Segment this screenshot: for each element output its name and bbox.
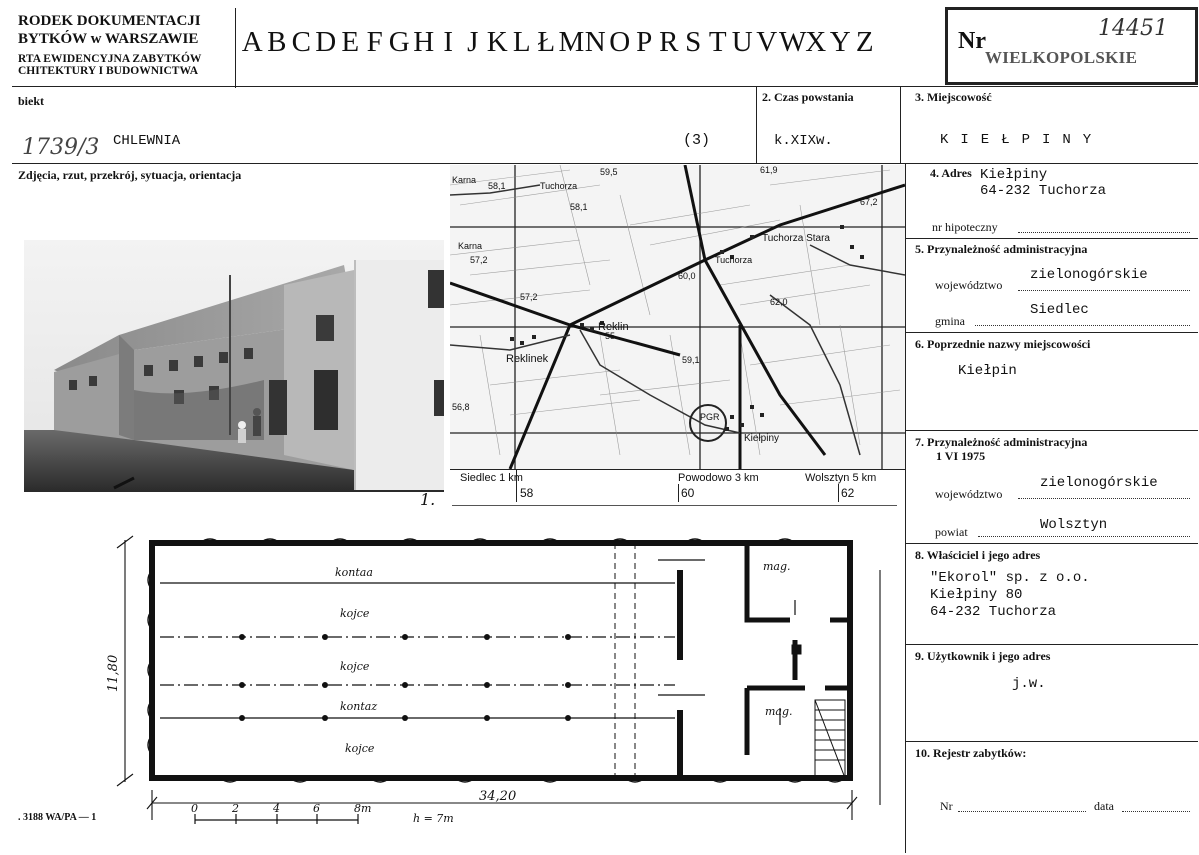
alphabet-letter: W — [779, 26, 807, 58]
plan-scale-tick: 6 — [313, 802, 320, 815]
alphabet-letter: M — [558, 26, 585, 58]
obiekt-code: 1739/3 — [22, 135, 100, 160]
map-label: 58,1 — [570, 202, 588, 212]
alphabet-letter: H — [413, 26, 435, 58]
plan-scale-tick: 0 — [191, 802, 198, 815]
right-column-divider — [905, 163, 906, 853]
map-grid-number: 62 — [841, 486, 855, 500]
map-label: 62,0 — [770, 297, 788, 307]
map-label: 55 — [605, 331, 616, 341]
map-label: Reklinek — [506, 353, 549, 365]
col-divider — [900, 86, 901, 164]
wlasciciel-label: 8. Właściciel i jego adres — [915, 548, 1041, 562]
przyn75-label: 7. Przynależność administracyjna — [915, 435, 1088, 449]
map-scale-powodowo: Powodowo 3 km — [678, 472, 759, 484]
plan-room-label: kontaz — [340, 700, 378, 713]
map-scale-siedlec: Siedlec 1 km — [460, 472, 523, 484]
czas-label: 2. Czas powstania — [762, 90, 854, 104]
alphabet-index — [240, 26, 877, 59]
rejestr-data-label: data — [1094, 799, 1114, 813]
plan-room-label: kojce — [340, 660, 370, 673]
rejestr-data-line — [1122, 811, 1190, 812]
building-photo — [24, 240, 444, 492]
nr-label: Nr — [958, 28, 986, 54]
plan-scale-tick: 2 — [232, 802, 239, 815]
alphabet-letter: Z — [855, 26, 874, 58]
alphabet-letter: S — [685, 26, 702, 58]
woj-label: województwo — [935, 278, 1003, 292]
plan-room-label: kojce — [340, 607, 370, 620]
header-divider — [235, 8, 236, 88]
alphabet-letter: R — [659, 26, 679, 58]
obiekt-number: (3) — [683, 132, 711, 149]
alphabet-letter: B — [267, 26, 287, 58]
alphabet-letter: X — [805, 26, 827, 58]
alphabet-letter: Ł — [537, 26, 556, 58]
przyn75-date: 1 VI 1975 — [936, 449, 986, 463]
gmina-value: Siedlec — [1030, 302, 1089, 318]
map-label: 58,1 — [488, 181, 506, 191]
institution-line-3: RTA EWIDENCYJNA ZABYTKÓW — [18, 53, 202, 65]
row-divider — [905, 332, 1198, 333]
map-label: 57,2 — [470, 255, 488, 265]
map-tick — [678, 484, 679, 502]
plan-room-label: kojce — [345, 742, 375, 755]
uzytkownik-label: 9. Użytkownik i jego adres — [915, 649, 1051, 663]
alphabet-letter: T — [708, 26, 727, 58]
poprz-label: 6. Poprzednie nazwy miejscowości — [915, 337, 1091, 351]
institution-line-2: BYTKÓW w WARSZAWIE — [18, 31, 199, 47]
woj75-label: województwo — [935, 487, 1003, 501]
nr-value: 14451 — [1098, 16, 1168, 41]
map-label: 59,1 — [682, 355, 700, 365]
location-map — [450, 165, 905, 470]
row-divider — [905, 741, 1198, 742]
row-divider — [905, 644, 1198, 645]
alphabet-letter: A — [241, 26, 263, 58]
plan-room-label: kontaa — [335, 566, 373, 579]
map-tick — [838, 484, 839, 502]
plan-height-note: h = 7m — [413, 812, 454, 825]
map-label: 67,2 — [860, 197, 878, 207]
map-label: 61,9 — [760, 165, 778, 175]
alphabet-letter: D — [315, 26, 337, 58]
row-divider — [12, 86, 1198, 87]
powiat-label: powiat — [935, 525, 968, 539]
hipoteczny-line — [1018, 232, 1190, 233]
woj75-value: zielonogórskie — [1040, 475, 1158, 491]
woj75-line — [1018, 498, 1190, 499]
miejscowosc-label: 3. Miejscowość — [915, 90, 992, 104]
miejscowosc-value: KIEŁPINY — [940, 132, 1104, 148]
map-label: Tuchorza Stara — [762, 233, 830, 244]
plan-dim-length: 34,20 — [479, 789, 517, 804]
powiat-line — [978, 536, 1190, 537]
map-label: Tuchorza — [715, 255, 753, 265]
map-label: Karna — [452, 175, 477, 185]
alphabet-letter: F — [366, 26, 383, 58]
alphabet-letter: Y — [829, 26, 851, 58]
gmina-line — [975, 325, 1190, 326]
powiat-value: Wolsztyn — [1040, 517, 1108, 533]
map-label: Tuchorza — [540, 181, 578, 191]
rejestr-nr-line — [958, 811, 1086, 812]
plan-scale-tick: 4 — [273, 802, 280, 815]
wlasciciel-line-2: Kiełpiny 80 — [930, 587, 1023, 603]
col-divider — [756, 86, 757, 164]
map-label: Karna — [458, 241, 483, 251]
czas-value: k.XIXw. — [774, 133, 833, 149]
alphabet-letter: J — [467, 26, 479, 58]
rejestr-label: 10. Rejestr zabytków: — [915, 746, 1027, 760]
wlasciciel-line-1: "Ekorol" sp. z o.o. — [930, 570, 1090, 586]
wlasciciel-line-3: 64-232 Tuchorza — [930, 604, 1057, 620]
region-stamp: WIELKOPOLSKIE — [985, 48, 1138, 67]
alphabet-letter: C — [291, 26, 311, 58]
alphabet-letter: K — [486, 26, 508, 58]
adres-line-1: Kiełpiny — [980, 167, 1048, 183]
row-divider — [905, 238, 1198, 239]
row-divider — [905, 430, 1198, 431]
alphabet-letter: G — [388, 26, 410, 58]
alphabet-letter: P — [636, 26, 653, 58]
institution-line-4: CHITEKTURY I BUDOWNICTWA — [18, 65, 199, 77]
przyn-label: 5. Przynależność administracyjna — [915, 242, 1088, 256]
hipoteczny-label: nr hipoteczny — [932, 220, 998, 234]
alphabet-letter: V — [756, 26, 778, 58]
map-illustration — [450, 165, 905, 469]
map-tick — [516, 470, 517, 502]
map-label: 60,0 — [678, 271, 696, 281]
map-caption-underline — [452, 505, 897, 506]
woj-line — [1018, 290, 1190, 291]
map-label: Kiełpiny — [744, 433, 780, 444]
map-grid-number: 58 — [520, 486, 534, 500]
adres-line-2: 64-232 Tuchorza — [980, 183, 1107, 199]
map-label: 57,2 — [520, 292, 538, 302]
plan-room-label: mag. — [763, 560, 791, 573]
adres-label: 4. Adres — [930, 166, 972, 180]
woj-value: zielonogórskie — [1030, 267, 1148, 283]
row-divider — [905, 543, 1198, 544]
obiekt-label: biekt — [18, 94, 45, 108]
map-label: Reklin — [598, 321, 629, 333]
poprz-value: Kiełpin — [958, 363, 1017, 379]
plan-dim-height: 11,80 — [106, 654, 121, 692]
zdjecia-label: Zdjęcia, rzut, przekrój, sytuacja, orientacja — [18, 168, 242, 182]
alphabet-letter: E — [341, 26, 360, 58]
institution-block — [18, 14, 238, 77]
plan-scale-tick: 8m — [354, 802, 372, 815]
obiekt-value: CHLEWNIA — [113, 133, 181, 149]
alphabet-letter: L — [512, 26, 531, 58]
map-scale-wolsztyn: Wolsztyn 5 km — [805, 472, 877, 484]
alphabet-letter: U — [731, 26, 753, 58]
row-divider — [12, 163, 1198, 164]
map-label: 56,8 — [452, 402, 470, 412]
photo-caption: 1. — [420, 490, 436, 509]
photo-illustration — [24, 240, 444, 492]
map-label: PGR — [700, 412, 720, 422]
floor-plan — [95, 520, 885, 825]
alphabet-letter: O — [609, 26, 631, 58]
alphabet-letter: I — [443, 26, 454, 58]
institution-line-1: RODEK DOKUMENTACJI — [18, 13, 201, 29]
gmina-label: gmina — [935, 314, 965, 328]
footer-code: . 3188 WA/PA — 1 — [18, 812, 97, 823]
rejestr-nr-label: Nr — [940, 799, 953, 813]
plan-room-label: mag. — [765, 705, 793, 718]
map-label: 59,5 — [600, 167, 618, 177]
uzytkownik-value: j.w. — [1012, 676, 1046, 692]
alphabet-letter: N — [584, 26, 606, 58]
map-grid-number: 60 — [681, 486, 695, 500]
